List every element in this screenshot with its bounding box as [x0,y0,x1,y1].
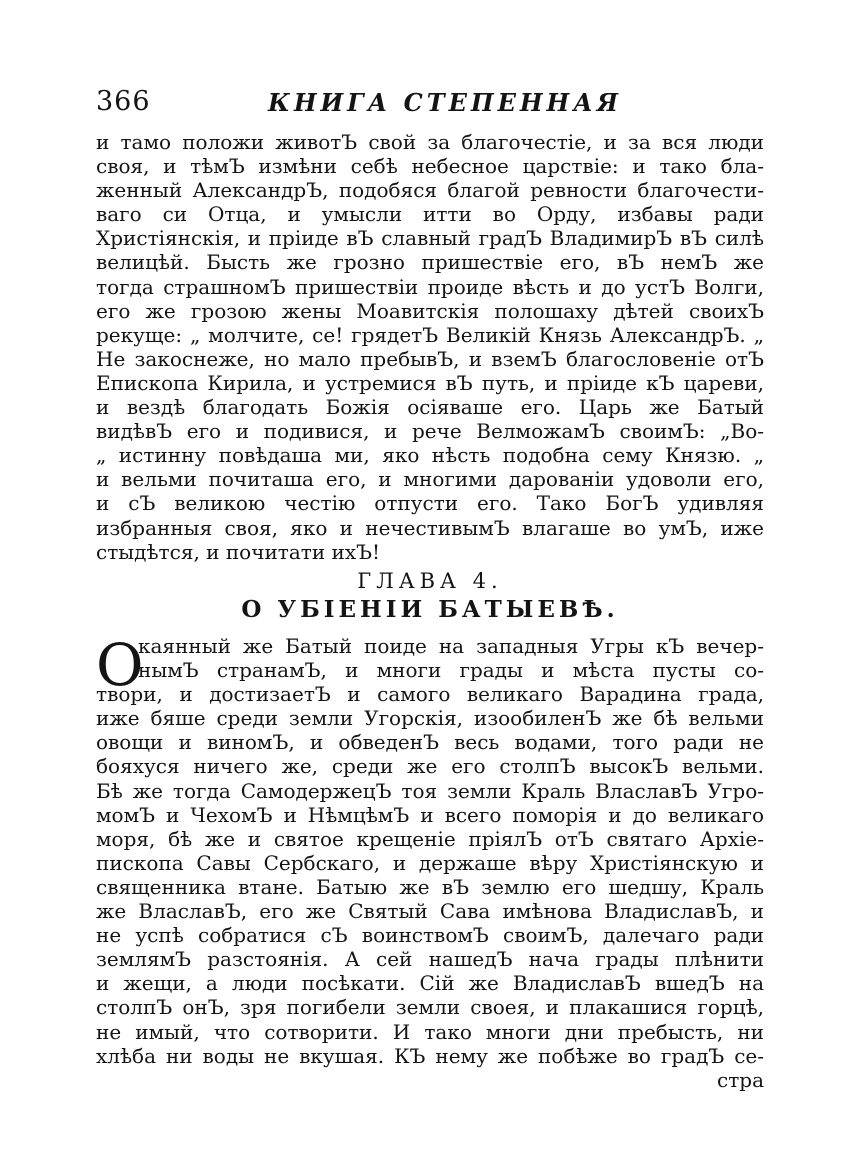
text-line: избранныя своя, яко и нечестивымЪ влагаше во умЪ, иже [96,515,764,540]
drop-cap: О [96,631,144,699]
text-line: Не закоснеже, но мало пребывЪ, и вземЪ благословеніе отЪ [96,346,764,371]
text-line: „ истинну повѣдаша ми, яко нѣсть подобна сему Князю. „ [96,443,764,468]
text-line: ваго си Отца, и умысли итти во Орду, избавы ради [96,202,764,227]
paragraph-2 [96,631,764,1068]
text-line: и вельми почиташа его, и многими дарованіи удоволи его, [96,467,764,492]
text-line: не успѣ собратися сЪ воинствомЪ своимЪ, далечаго ради [96,923,764,948]
text-line: велицѣй. Бысть же грозно пришествіе его, вЪ немЪ же [96,250,764,275]
text-line: своя, и тѣмЪ измѣни себѣ небесное царствіе: и тако бла- [96,154,764,179]
text-line: женный АлександрЪ, подобяся благой ревности благочести- [96,178,764,203]
chapter-heading: ГЛАВА 4. [357,569,503,593]
text-line: каянный же Батый поиде на западныя Угры кЪ вечер- [138,634,764,658]
text-line: твори, и достизаетЪ и самого великаго Варадина града, [96,682,764,707]
page-number: 366 [96,86,151,117]
text-line: моря, бѣ же и святое крещеніе пріялЪ отЪ святаго Архіе- [96,826,764,851]
text-line: же ВлаславЪ, его же Святый Сава имѣнова ВладиславЪ, и [96,899,764,924]
text-line: Христіянскія, и пріиде вЪ славный градЪ ВладимирЪ вЪ силѣ [96,226,764,251]
text-line: не имый, что сотворити. И тако многи дни пребысть, ни [96,1019,764,1044]
text-line: и тамо положи животЪ свой за благочестіе, и за вся люди [96,130,764,154]
text-line: Бѣ же тогда СамодержецЪ тоя земли Краль ВлаславЪ Угро- [96,778,764,803]
text-line: рекуще: „ молчите, се! грядетЪ Великій Князь АлександрЪ. „ [96,322,764,347]
text-line: и сЪ великою честію отпусти его. Тако БогЪ удивляя [96,491,764,516]
text-line: нымЪ странамЪ, и многи грады и мѣста пусты со- [138,658,764,683]
text-line: пископа Савы Сербскаго, и держаше вѣру Христіянскую и [96,850,764,875]
catchword: стра [717,1068,764,1092]
text-line: овощи и виномЪ, и обведенЪ весь водами, того ради не [96,730,764,755]
text-line: стыдѣтся, и почитати ихЪ! [96,539,381,564]
running-title: КНИГА СТЕПЕННАЯ [268,88,622,117]
text-line: момЪ и ЧехомЪ и НѣмцѣмЪ и всего поморія и до великаго [96,802,764,827]
text-line: землямЪ разстоянія. А сей нашедЪ нача грады плѣнити [96,947,764,972]
text-line: видѣвЪ его и подивися, и рече ВелможамЪ своимЪ: „Во- [96,419,764,444]
text-line: Епископа Кирила, и устремися вЪ путь, и пріиде кЪ цареви, [96,370,764,395]
text-line: священника втане. Батыю же вЪ землю его шедшу, Краль [96,874,764,899]
text-line: хлѣба ни воды не вкушая. КЪ нему же побѣже во градЪ се- [96,1043,764,1068]
text-line: бояхуся ничего же, среди же его столпЪ высокЪ вельми. [96,754,764,779]
chapter-title: О УБІЕНІИ БАТЫЕВѢ. [241,596,619,623]
paragraph-1 [96,130,764,564]
page-header [96,86,764,120]
text-line: и жещи, а люди посѣкати. Сій же ВладиславЪ вшедЪ на [96,971,764,996]
text-line: иже бяше среди земли Угорскія, изообиленЪ же бѣ вельми [96,706,764,731]
text-line: столпЪ онЪ, зря погибели земли своея, и плакашися горцѣ, [96,995,764,1020]
text-line: тогда страшномЪ пришествіи проиде вѣсть и до устЪ Волги, [96,274,764,299]
text-line: и вездѣ благодать Божія осіяваше его. Царь же Батый [96,395,764,420]
text-line: его же грозою жены Моавитскія полошаху дѣтей своихЪ [96,298,764,323]
